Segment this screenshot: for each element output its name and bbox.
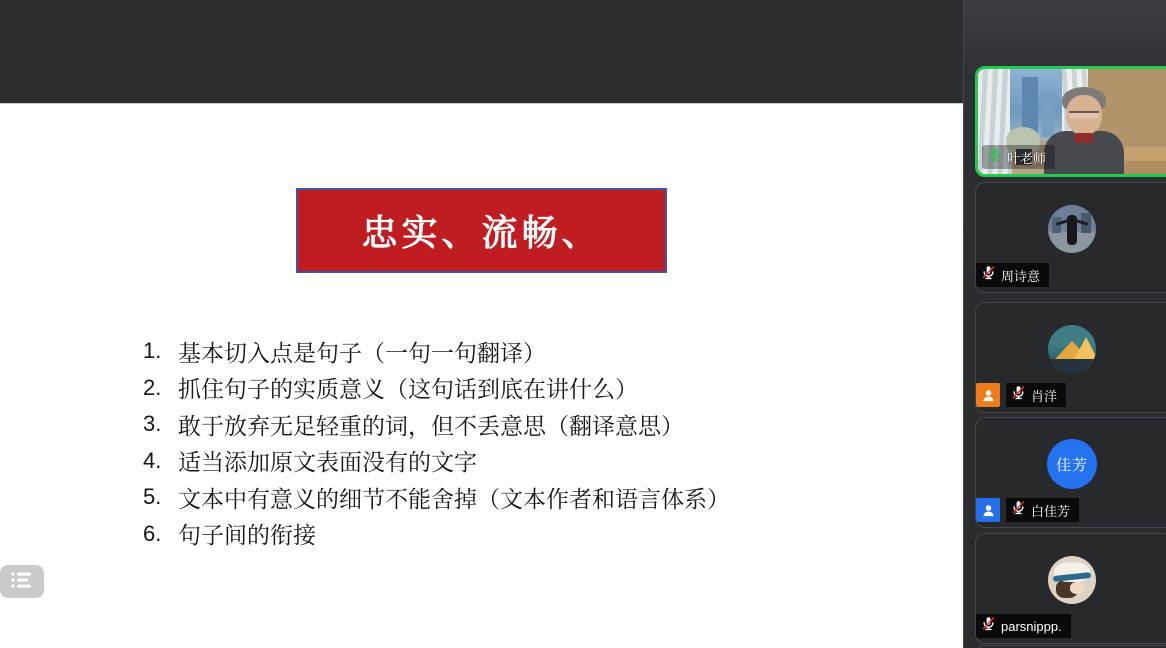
list-item — [143, 370, 730, 407]
list-item-number: 2. — [143, 374, 162, 400]
list-item-number: 5. — [143, 484, 162, 510]
avatar-initials-text: 佳芳 — [1055, 456, 1088, 474]
participant-tile-active-speaker[interactable] — [975, 66, 1166, 177]
list-outline-icon — [11, 571, 33, 592]
list-item-number: 3. — [143, 411, 162, 437]
participant-tile[interactable] — [975, 302, 1166, 413]
participant-name: 周诗意 — [1001, 268, 1041, 284]
participant-avatar — [1048, 325, 1096, 373]
slide-bullet-list — [143, 333, 730, 552]
mic-muted-icon — [981, 616, 996, 636]
participant-tile[interactable] — [975, 533, 1166, 644]
list-item-text: 敢于放弃无足轻重的词，但不丢意思（翻译意思） — [178, 413, 684, 439]
list-item — [143, 479, 730, 516]
presentation-slide — [0, 104, 963, 648]
participant-tile[interactable] — [975, 182, 1166, 293]
list-item — [143, 516, 730, 553]
mic-muted-icon — [981, 265, 996, 285]
slide-top-letterbox — [0, 0, 963, 104]
slide-title-banner — [296, 188, 667, 273]
participant-name: parsnippp. — [1001, 618, 1062, 634]
list-item-number: 1. — [143, 338, 162, 364]
list-item-text: 文本中有意义的细节不能舍掉（文本作者和语言体系） — [178, 486, 730, 512]
list-item-number: 6. — [143, 520, 162, 546]
list-item — [143, 406, 730, 443]
list-item-text: 适当添加原文表面没有的文字 — [178, 450, 477, 476]
participant-tile[interactable] — [975, 417, 1166, 528]
participant-avatar — [1048, 556, 1096, 604]
participant-name: 叶老师 — [1007, 150, 1047, 166]
participant-avatar — [1047, 439, 1097, 489]
participant-name: 肖洋 — [1031, 388, 1058, 404]
list-item-text: 基本切入点是句子（一句一句翻译） — [178, 340, 546, 366]
participants-panel — [963, 0, 1166, 648]
list-item — [143, 443, 730, 480]
mic-on-icon — [987, 147, 1002, 167]
person-blue-badge-icon — [976, 498, 1000, 522]
slide-title-text: 忠实、流畅、 — [361, 213, 602, 253]
mic-muted-icon — [1011, 385, 1026, 405]
slide-outline-button[interactable] — [0, 565, 44, 598]
mic-muted-icon — [1011, 500, 1026, 520]
participant-avatar — [1048, 205, 1096, 253]
list-item-text: 句子间的衔接 — [178, 523, 316, 549]
list-item-number: 4. — [143, 447, 162, 473]
list-item-text: 抓住句子的实质意义（这句话到底在讲什么） — [178, 377, 638, 403]
participant-name: 白佳芳 — [1031, 503, 1071, 519]
person-orange-badge-icon — [976, 383, 1000, 407]
list-item — [143, 333, 730, 370]
